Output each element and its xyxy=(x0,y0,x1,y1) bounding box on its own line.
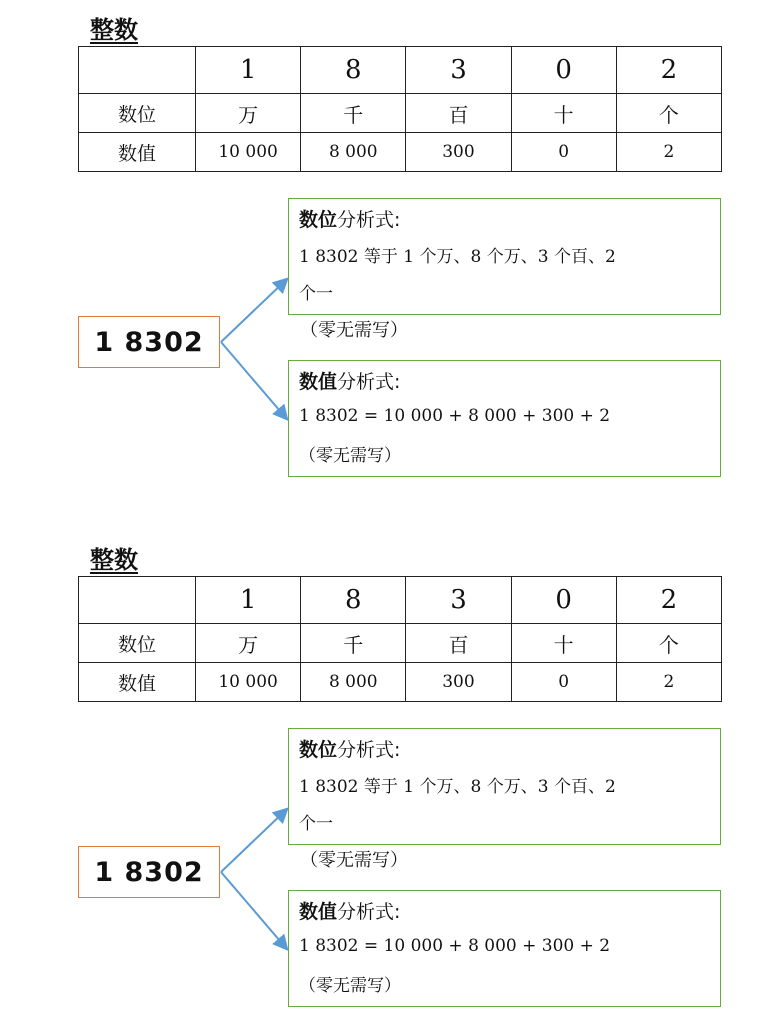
value-cell: 8 000 xyxy=(301,133,406,172)
place-analysis-line: 1 8302 等于 1 个万、8 个万、3 个百、2 xyxy=(299,247,616,267)
value-cell: 2 xyxy=(616,133,721,172)
value-analysis-line: 1 8302 = 10 000 + 8 000 + 300 + 2 xyxy=(299,406,611,426)
arrow-to-place-analysis xyxy=(221,280,286,342)
value-cell: 2 xyxy=(616,663,721,702)
place-cell: 百 xyxy=(406,94,511,133)
value-cell: 300 xyxy=(406,133,511,172)
value-cell: 0 xyxy=(511,133,616,172)
digit-cell: 8 xyxy=(301,47,406,94)
place-analysis-line: 个一 xyxy=(299,284,333,304)
value-analysis-box xyxy=(288,890,721,1007)
place-cell: 十 xyxy=(511,624,616,663)
place-analysis-line: 个一 xyxy=(299,814,333,834)
digit-cell: 1 xyxy=(196,47,301,94)
integer-block-1 xyxy=(0,0,768,500)
value-cell: 10 000 xyxy=(196,663,301,702)
number-box: 1 8302 xyxy=(78,846,220,898)
digit-cell: 3 xyxy=(406,577,511,624)
digit-cell: 2 xyxy=(616,577,721,624)
value-label: 数值 xyxy=(79,663,196,702)
place-analysis-title: 数位分析式: xyxy=(299,209,401,231)
section-title: 整数 xyxy=(90,546,138,574)
value-analysis-note: （零无需写） xyxy=(299,976,401,996)
arrow-to-value-analysis xyxy=(221,342,286,418)
digit-cell: 0 xyxy=(511,47,616,94)
place-cell: 百 xyxy=(406,624,511,663)
digit-cell: 0 xyxy=(511,577,616,624)
place-cell: 千 xyxy=(301,94,406,133)
place-cell: 十 xyxy=(511,94,616,133)
section-title: 整数 xyxy=(90,16,138,44)
place-cell: 个 xyxy=(616,624,721,663)
place-cell: 千 xyxy=(301,624,406,663)
value-analysis-note: （零无需写） xyxy=(299,446,401,466)
digit-cell: 2 xyxy=(616,47,721,94)
digit-cell: 1 xyxy=(196,577,301,624)
arrow-to-place-analysis xyxy=(221,810,286,872)
place-analysis-note: （零无需写） xyxy=(300,850,408,871)
place-cell: 万 xyxy=(196,94,301,133)
place-analysis-title: 数位分析式: xyxy=(299,739,401,761)
value-cell: 0 xyxy=(511,663,616,702)
place-analysis-note: （零无需写） xyxy=(300,320,408,341)
value-cell: 300 xyxy=(406,663,511,702)
place-cell: 万 xyxy=(196,624,301,663)
value-cell: 8 000 xyxy=(301,663,406,702)
integer-block-2 xyxy=(0,530,768,1030)
place-label: 数位 xyxy=(79,94,196,133)
place-label: 数位 xyxy=(79,624,196,663)
place-analysis-box xyxy=(288,728,721,845)
arrow-to-value-analysis xyxy=(221,872,286,948)
value-analysis-title: 数值分析式: xyxy=(299,901,401,923)
value-analysis-line: 1 8302 = 10 000 + 8 000 + 300 + 2 xyxy=(299,936,611,956)
value-cell: 10 000 xyxy=(196,133,301,172)
value-label: 数值 xyxy=(79,133,196,172)
value-analysis-title: 数值分析式: xyxy=(299,371,401,393)
place-analysis-box xyxy=(288,198,721,315)
number-box: 1 8302 xyxy=(78,316,220,368)
place-analysis-line: 1 8302 等于 1 个万、8 个万、3 个百、2 xyxy=(299,777,616,797)
value-analysis-box xyxy=(288,360,721,477)
digit-cell: 8 xyxy=(301,577,406,624)
digit-cell: 3 xyxy=(406,47,511,94)
place-cell: 个 xyxy=(616,94,721,133)
